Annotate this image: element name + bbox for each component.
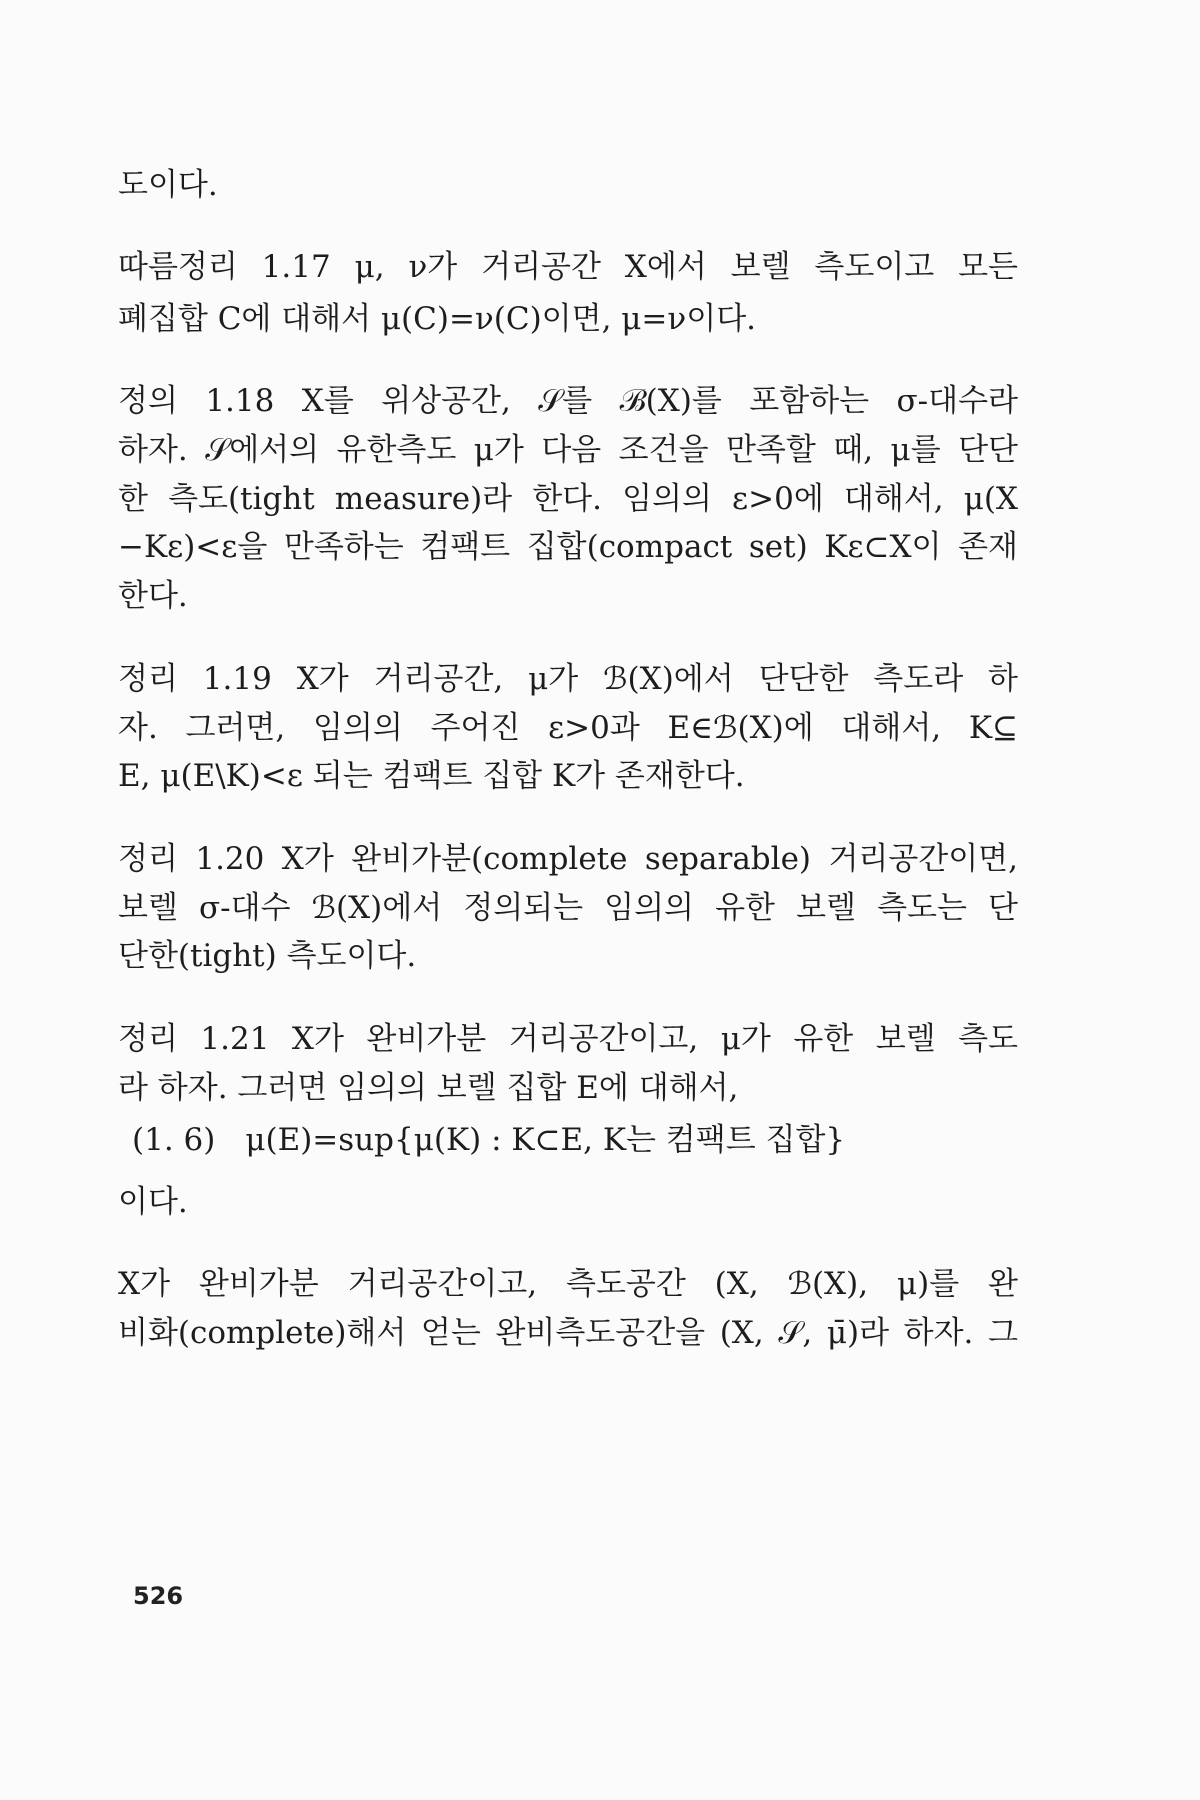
theorem-line: 정리 1.20 X가 완비가분(complete separable) 거리공간이면, bbox=[118, 841, 1018, 877]
theorem-line: 보렐 σ-대수 ℬ(X)에서 정의되는 임의의 유한 보렐 측도는 단 bbox=[118, 890, 1018, 926]
definition-line: 정의 1.18 X를 위상공간, 𝒮를 ℬ(X)를 포함하는 σ-대수라 bbox=[118, 383, 1018, 419]
intro-line: 도이다. bbox=[118, 167, 218, 203]
equation-number: (1. 6) bbox=[132, 1122, 216, 1158]
definition-line: 한다. bbox=[118, 578, 188, 614]
corollary-line: 폐집합 C에 대해서 μ(C)=ν(C)이면, μ=ν이다. bbox=[118, 301, 756, 337]
theorem-line: 라 하자. 그러면 임의의 보렐 집합 E에 대해서, bbox=[118, 1070, 739, 1106]
corollary-line: 따름정리 1.17 μ, ν가 거리공간 X에서 보렐 측도이고 모든 bbox=[118, 249, 1018, 285]
theorem-line: E, μ(E\K)<ε 되는 컴팩트 집합 K가 존재한다. bbox=[118, 758, 745, 794]
after-equation-line: 이다. bbox=[118, 1184, 188, 1220]
paragraph-line: X가 완비가분 거리공간이고, 측도공간 (X, ℬ(X), μ)를 완 bbox=[118, 1266, 1018, 1302]
paragraph-line: 비화(complete)해서 얻는 완비측도공간을 (X, 𝒮, μ̄)라 하자. 그 bbox=[118, 1315, 1018, 1351]
theorem-line: 자. 그러면, 임의의 주어진 ε>0과 E∈ℬ(X)에 대해서, K⊆ bbox=[118, 710, 1018, 746]
theorem-line: 정리 1.21 X가 완비가분 거리공간이고, μ가 유한 보렐 측도 bbox=[118, 1021, 1018, 1057]
theorem-line: 정리 1.19 X가 거리공간, μ가 ℬ(X)에서 단단한 측도라 하 bbox=[118, 661, 1018, 697]
equation-formula: μ(E)=sup{μ(K) : K⊂E, K는 컴팩트 집합} bbox=[245, 1122, 846, 1158]
definition-line: 한 측도(tight measure)라 한다. 임의의 ε>0에 대해서, μ(X bbox=[118, 481, 1018, 517]
definition-line: 하자. 𝒮에서의 유한측도 μ가 다음 조건을 만족할 때, μ를 단단 bbox=[118, 432, 1018, 468]
theorem-line: 단한(tight) 측도이다. bbox=[118, 938, 417, 974]
equation-1-6 bbox=[118, 1120, 1018, 1160]
page-number: 526 bbox=[133, 1582, 184, 1610]
definition-line: −Kε)<ε을 만족하는 컴팩트 집합(compact set) Kε⊂X이 존재 bbox=[118, 529, 1018, 565]
